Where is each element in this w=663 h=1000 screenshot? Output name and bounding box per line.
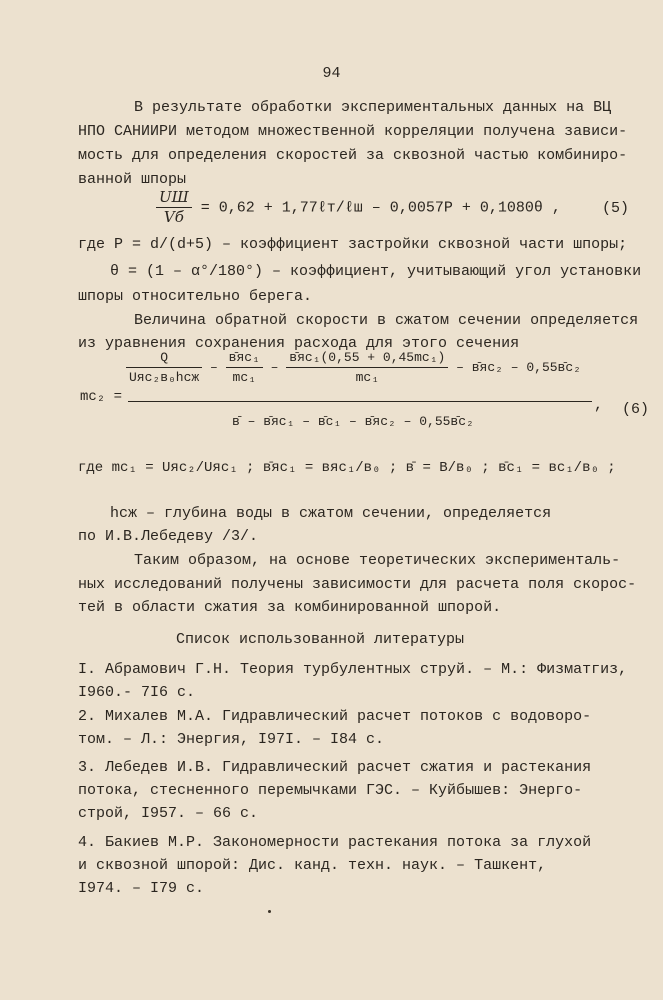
para1-line4: ванной шпоры [78,171,187,188]
reference-3-line3: строй, I957. – 66 с. [78,805,259,822]
para1-line3: мость для определения скоростей за сквозной частью комбиниро- [78,147,628,164]
eq6-numerator: $\frac{Q}{\text{Uяс₂в₀hсж}}$ – $\frac{\text{в̄яс₁}}{\text{mс₁}}$ – $\frac{\text{в̄яс₁(0,55 + 0,45mс₁)}}{\text{mс₁}}$ – в̄яс₂ – 0,55в̄с₂ [126,348,581,387]
eq6-t2 [226,348,263,387]
reference-1-line2: I960.- 7I6 с. [78,684,196,701]
eq5-number: (5) [602,200,630,217]
eq5-lhs-den: Vб [163,208,184,226]
eq6-lhs: mс₂ = [80,389,123,405]
eq6-t1-den: Uяс₂в₀hсж [129,370,200,385]
eq6-number: (6) [622,401,650,418]
where-line-1: где P = d/(d+5) – коэффициент застройки сквозной части шпоры; [78,236,628,253]
eq5-lhs-num: UШ [156,188,192,208]
eq6-t1-num: Q [126,348,202,368]
reference-4-line3: I974. – I79 с. [78,880,205,897]
eq6-denominator: в̄ – в̄яс₁ – в̄с₁ – в̄яс₂ – 0,55в̄с₂ [232,414,474,429]
eq5-rhs: = 0,62 + 1,77ℓт/ℓш – 0,0057P + 0,1080θ , [200,199,561,217]
reference-2-line2: том. – Л.: Энергия, I97I. – I84 с. [78,731,385,748]
ink-dot [268,910,271,913]
para2-line1: Величина обратной скорости в сжатом сечении определяется [134,312,639,329]
hsz-line2: по И.В.Лебедеву /3/. [78,528,259,545]
hsz-line1: hсж – глубина воды в сжатом сечении, определяется [110,505,552,522]
para3-line3: тей в области сжатия за комбинированной шпорой. [78,599,502,616]
eq6-t2-den: mс₁ [232,370,256,385]
reference-2-line1: 2. Михалев М.А. Гидравлический расчет потоков с водоворо- [78,708,592,725]
reference-1-line1: I. Абрамович Г.Н. Теория турбулентных струй. – М.: Физматгиз, [78,661,628,678]
theta-line2: шпоры относительно берега. [78,288,313,305]
reference-3-line2: потока, стесненного перемычками ГЭС. – Куйбышев: Энерго- [78,782,583,799]
eq6-t1 [126,348,202,387]
eq6-comma: , [594,397,604,414]
eq6-num-tail: – в̄яс₂ – 0,55в̄с₂ [456,359,581,375]
reference-3-line1: 3. Лебедев И.В. Гидравлический расчет сжатия и растекания [78,759,592,776]
eq6-t3-den: mс₁ [355,370,379,385]
para2-line2: из уравнения сохранения расхода для этого сечения [78,335,520,352]
eq5-lhs-fraction [156,188,192,227]
theta-definition: θ = (1 – α°/180°) – коэффициент, учитывающий угол установки [110,263,642,280]
page-number: 94 [322,65,341,82]
reference-4-line2: и сквозной шпорой: Дис. канд. техн. наук. – Ташкент, [78,857,547,874]
para1-line1: В результате обработки экспериментальных данных на ВЦ [134,99,612,116]
where-line-2: где mс₁ = Uяс₂/Uяс₁ ; в̄яс₁ = вяс₁/в₀ ; в̄ = B/в₀ ; в̄с₁ = вс₁/в₀ ; [78,460,616,476]
eq6-t3-num: в̄яс₁(0,55 + 0,45mс₁) [286,348,448,368]
reference-4-line1: 4. Бакиев М.Р. Закономерности растекания потока за глухой [78,834,592,851]
para3-line1: Таким образом, на основе теоретических эксперименталь- [134,552,621,569]
references-title: Список использованной литературы [176,631,465,648]
eq6-main-fraction-bar [128,401,592,402]
eq6-t2-num: в̄яс₁ [226,348,263,368]
para1-line2: НПО САНИИРИ методом множественной корреляции получена зависи- [78,123,628,140]
eq6-t3 [286,348,448,387]
equation-5 [156,188,561,227]
para3-line2: ных исследований получены зависимости для расчета поля скорос- [78,576,637,593]
